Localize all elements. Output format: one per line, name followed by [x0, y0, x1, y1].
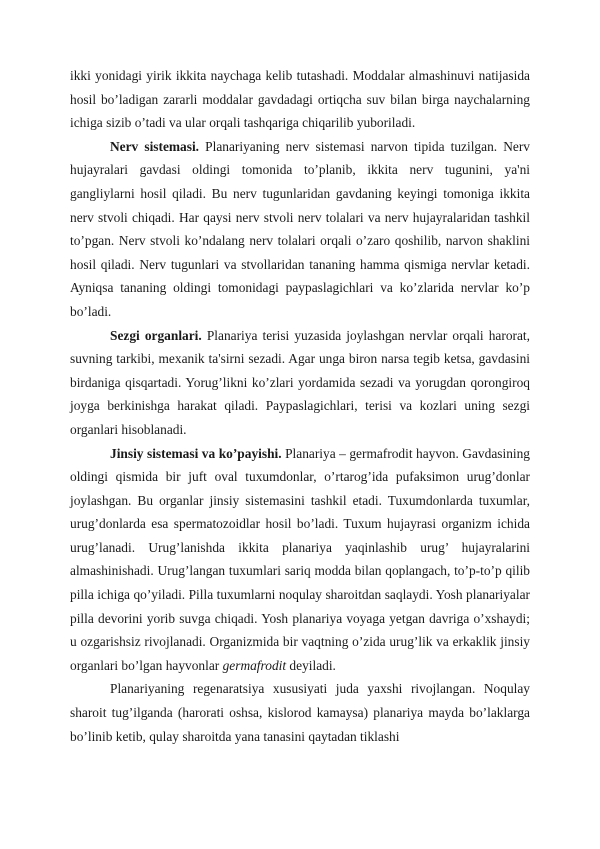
document-body	[70, 64, 530, 748]
section-heading: Nerv sistemasi.	[110, 138, 200, 154]
section-heading: Jinsiy sistemasi va ko’payishi.	[110, 445, 282, 461]
paragraph-text: Planariya – germafrodit hayvon. Gavdasining oldingi qismida bir juft oval tuxumdonlar, o’rtarog’ida pufaksimon urug’donlar joylashgan. Bu organlar jinsiy sistemasini tashkil etadi. Tuxumdonlarda tuxumlar, urug’donlarda esa spermatozoidlar hosil bo’ladi. Tuxum hujayrasi organizm ichida urug’lanadi. Urug’lanishda ikkita planariya yaqinlashib urug’ hujayralarini almashinishadi. Urug’langan tuxumlari sariq modda bilan qoplangach, to’p-to’p qilib pilla ichiga qo’yiladi. Pilla tuxumlarni noqulay sharoitdan saqlaydi. Yosh planariyalar pilla devorini yorib suvga chiqadi. Yosh planariya voyaga yetgan davriga o’xshaydi; u ozgarishsiz rivojlanadi. Organizmida bir vaqtning o’zida urug’lik va erkaklik jinsiy organlari bo’lgan hayvonlar	[70, 445, 530, 673]
paragraph-text: Planariyaning nerv sistemasi narvon tipida tuzilgan. Nerv hujayralari gavdasi oldingi tomonida to’planib, ikkita nerv tugunini, ya'ni gangliylarni hosil qiladi. Bu nerv tugunlaridan gavdaning keyingi tomoniga ikkita nerv stvoli chiqadi. Har qaysi nerv stvoli nerv tolalari va nerv hujayralaridan tashkil to’pgan. Nerv stvoli ko’ndalang nerv tolalari orqali o’zaro qoshilib, narvon shaklini hosil qiladi. Nerv tugunlari va stvollaridan tananing hamma qismiga nervlar ketadi. Ayniqsa tananing oldingi tomonidagi paypaslagichlari va ko’zlarida nervlar ko’p bo’ladi.	[70, 138, 530, 319]
section-heading: Sezgi organlari.	[110, 327, 202, 343]
paragraph-sense-organs	[70, 324, 530, 442]
paragraph-excretion-end	[70, 64, 530, 135]
paragraph-text: Planariyaning regenaratsiya xususiyati juda yaxshi rivojlangan. Noqulay sharoit tug’ilganda (harorati oshsa, kislorod kamaysa) planariya mayda bo’laklarga bo’linib ketib, qulay sharoitda yana tanasini qaytadan tiklashi	[70, 681, 530, 744]
italic-term: germafrodit	[222, 657, 287, 673]
paragraph-reproduction	[70, 442, 530, 678]
paragraph-text: deyiladi.	[286, 657, 336, 673]
paragraph-nervous-system	[70, 135, 530, 324]
paragraph-regeneration	[70, 677, 530, 748]
paragraph-text: ikki yonidagi yirik ikkita naychaga kelib tutashadi. Moddalar almashinuvi natijasida hosil bo’ladigan zararli moddalar gavdadagi ortiqcha suv bilan birga naychalarning ichiga sizib o’tadi va ular orqali tashqariga chiqarilib yuboriladi.	[70, 68, 530, 131]
paragraph-text: Planariya terisi yuzasida joylashgan nervlar orqali harorat, suvning tarkibi, mexanik ta'sirni sezadi. Agar unga biron narsa tegib ketsa, gavdasini birdaniga qisqartadi. Yorug’likni ko’zlari yordamida sezadi va yorugdan qorongiroq joyga berkinishga harakat qiladi. Paypaslagichlari, terisi va kozlari uning sezgi organlari hisoblanadi.	[70, 327, 530, 437]
